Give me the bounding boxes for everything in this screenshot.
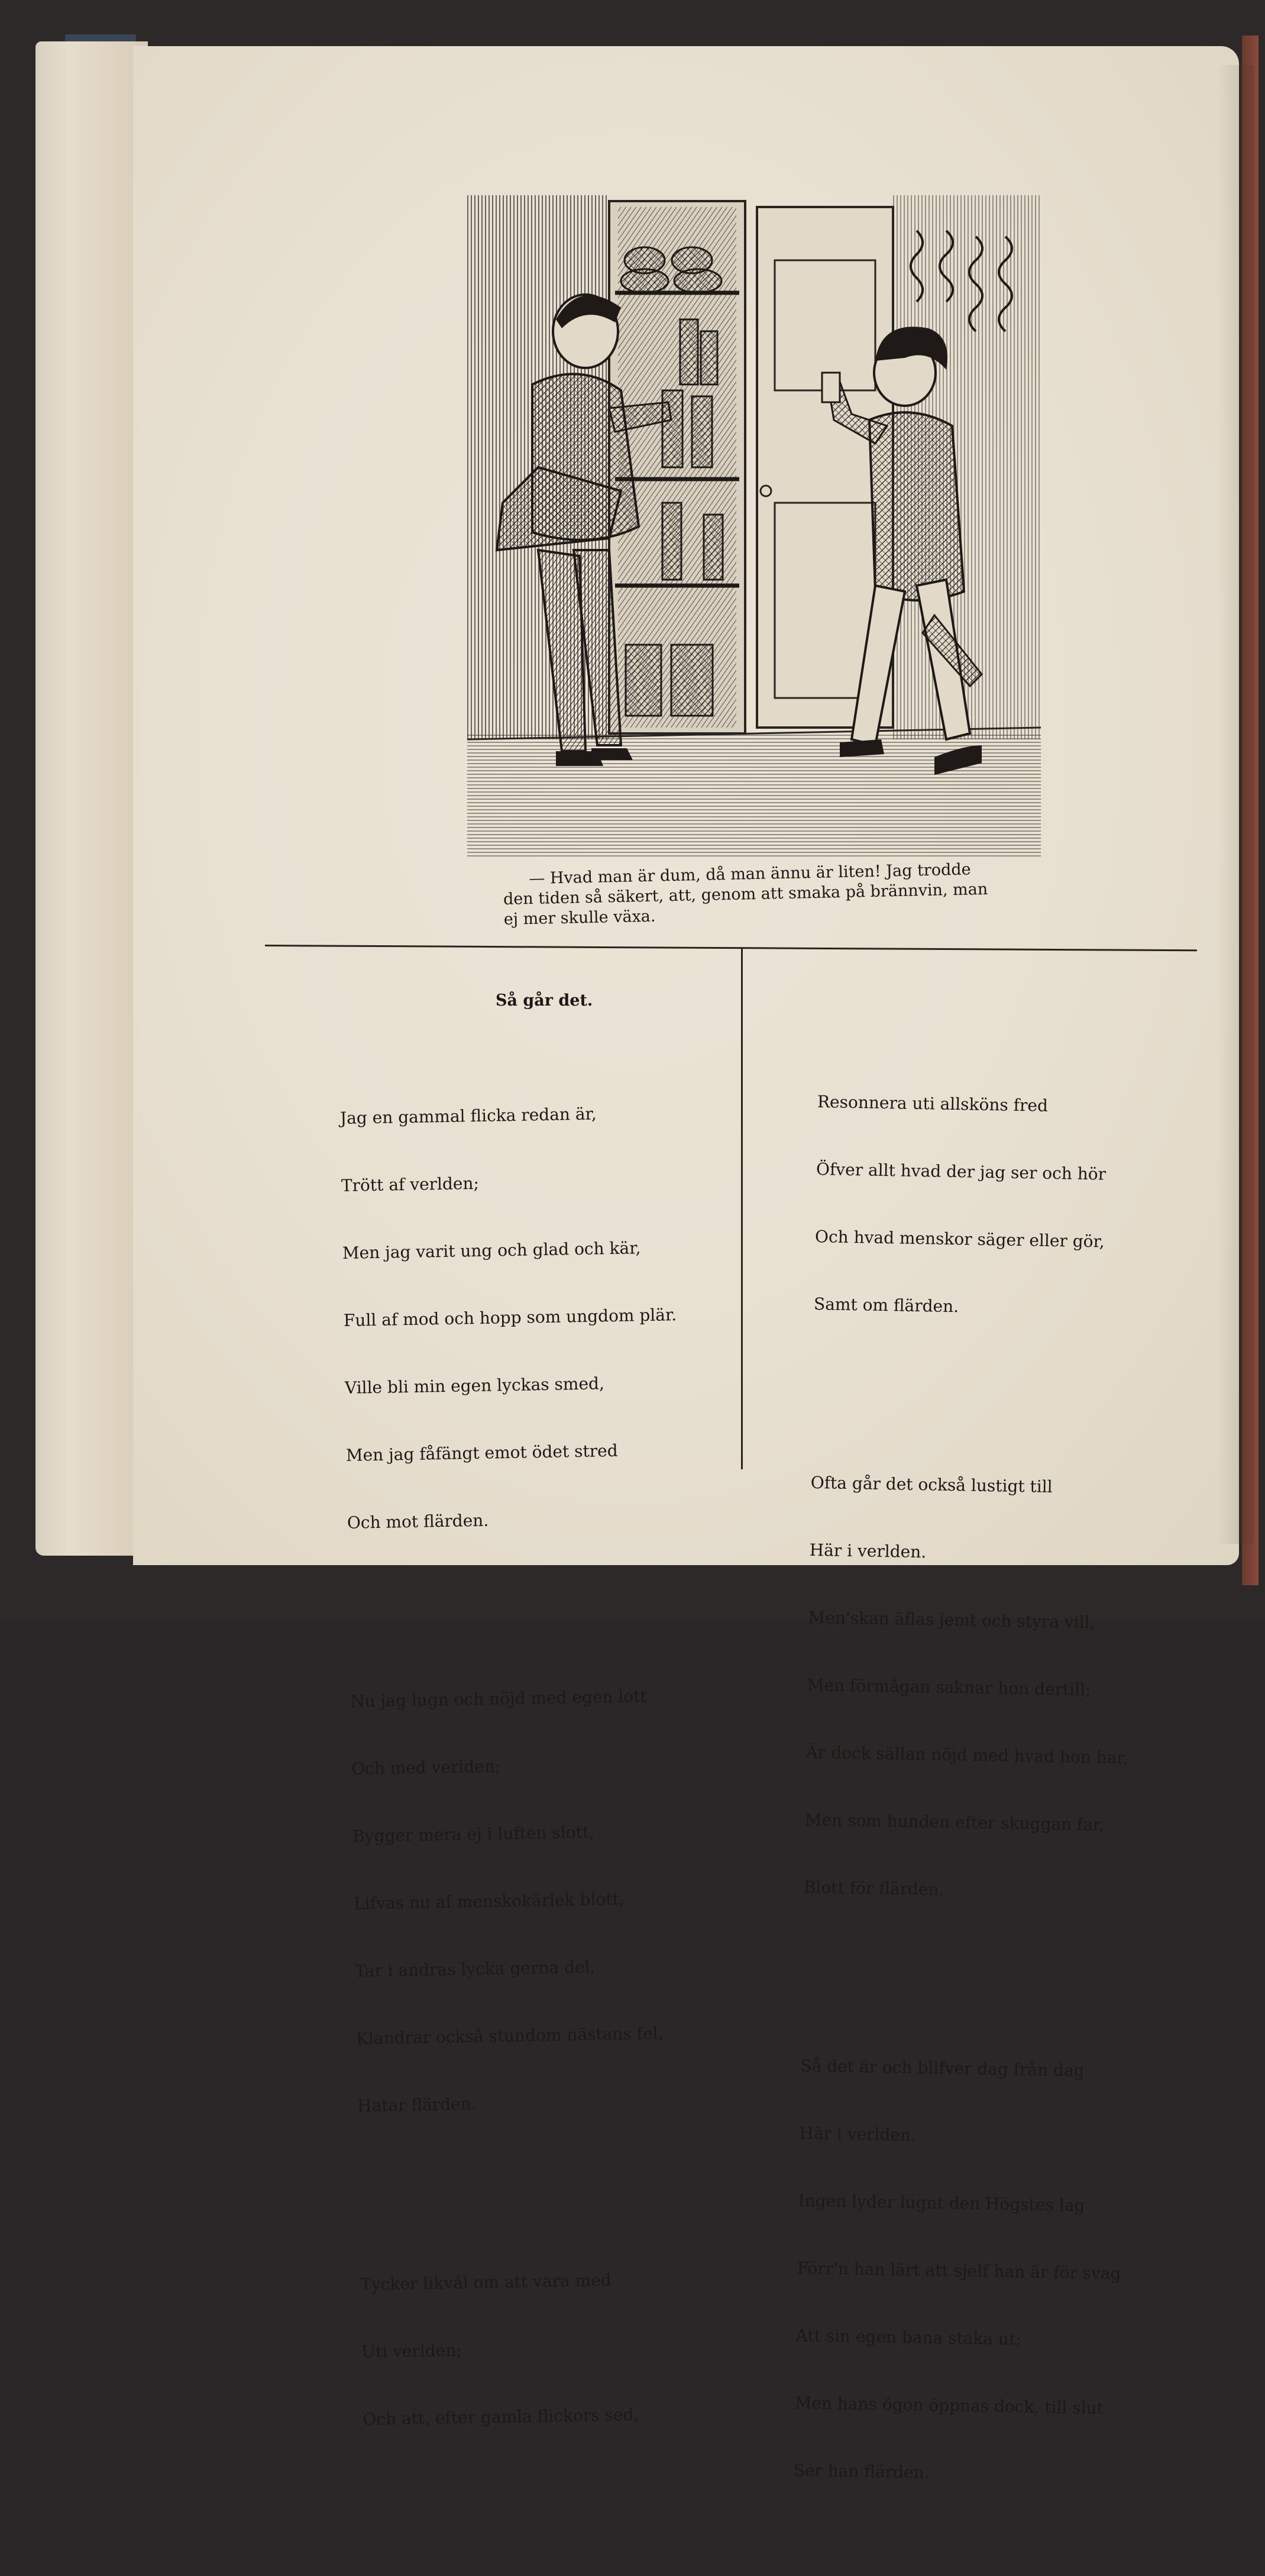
poem-line: Uti verlden; bbox=[361, 2340, 462, 2362]
poem-column-right bbox=[792, 1001, 1143, 2576]
poem-line: Tar i andras lycka gerna del, bbox=[354, 1957, 596, 1981]
poem-line: Förr'n han lärt att sjelf han är för svag bbox=[797, 2258, 1121, 2284]
poem-title: Så går det. bbox=[496, 991, 593, 1010]
poem-line: Nu jag lugn och nöjd med egen lott bbox=[350, 1686, 648, 1711]
stanza bbox=[339, 1056, 681, 1579]
poem-line: Full af mod och hopp som ungdom plär. bbox=[343, 1305, 677, 1330]
poem-line: Jag en gammal flicka redan är, bbox=[339, 1104, 597, 1128]
poem-line: Och hvad menskor säger eller gör, bbox=[814, 1226, 1105, 1252]
poem-line: Men jag fåfängt emot ödet stred bbox=[345, 1440, 618, 1465]
poem-line: Men förmågan saknar hon dertill; bbox=[807, 1675, 1091, 1700]
poem-line: Ville bli min egen lyckas smed, bbox=[344, 1373, 605, 1398]
engraving-svg bbox=[467, 195, 1041, 858]
poem-line: Lifvas nu af menskokärlek blott, bbox=[353, 1889, 625, 1914]
stanza bbox=[792, 2010, 1125, 2532]
stanza bbox=[360, 2223, 697, 2476]
stanza bbox=[803, 1427, 1135, 1949]
poem-line: Öfver allt hvad der jag ser och hör bbox=[816, 1159, 1107, 1184]
column-divider bbox=[741, 949, 743, 1469]
poem-line: Ingen lyder lugnt den Högstes lag bbox=[798, 2190, 1085, 2216]
page-gutter-shadow bbox=[1218, 65, 1254, 1544]
poem-line: Tycker likväl om att vara med bbox=[360, 2270, 612, 2294]
poem-line: Men jag varit ung och glad och kär, bbox=[342, 1238, 641, 1263]
illustration-caption: — Hvad man är dum, då man ännu är liten! Jag trodde den tiden så säkert, att, genom att smaka på brännvin, man ej mer skulle växa. bbox=[503, 860, 988, 929]
stanza bbox=[813, 1046, 1142, 1366]
poem-line: Resonnera uti allsköns fred bbox=[817, 1091, 1049, 1116]
poem-line: Och att, efter gamla flickors sed, bbox=[363, 2404, 639, 2429]
engraving-illustration bbox=[467, 195, 1041, 858]
poem-line: Men hans ögon öppnas dock, till slut bbox=[794, 2393, 1104, 2418]
poem-column-left bbox=[338, 1011, 698, 2519]
poem-line: Ser han flärden. bbox=[793, 2460, 930, 2483]
poem-line: Och mot flärden. bbox=[347, 1510, 489, 1533]
poem-line: Här i verlden. bbox=[809, 1540, 927, 1562]
poem-line: Så det är och blifver dag från dag bbox=[800, 2055, 1085, 2081]
poem-line: Men som hunden efter skuggan far, bbox=[804, 1809, 1105, 1835]
poem-line: Och med verlden; bbox=[351, 1756, 501, 1779]
page-stack-edge bbox=[35, 41, 148, 1556]
poem-line: Är dock sällan nöjd med hvad hon har, bbox=[805, 1742, 1128, 1768]
poem-line: Att sin egen bana staka ut; bbox=[795, 2325, 1022, 2349]
poem-line: Trött af verlden; bbox=[341, 1173, 480, 1195]
poem-line: Men'skan äflas jemt och styra vill, bbox=[808, 1607, 1095, 1633]
poem-line: Hatar flärden. bbox=[357, 2094, 477, 2116]
poem-line: Klandrar också stundom nästans fel, bbox=[355, 2023, 664, 2048]
poem-line: Samt om flärden. bbox=[813, 1294, 959, 1317]
poem-line: Blott för flärden. bbox=[803, 1877, 944, 1899]
poem-line: Ofta går det också lustigt till bbox=[810, 1472, 1053, 1497]
poem-line: Bygger mera ej i luften slott, bbox=[352, 1822, 595, 1846]
poem-line: Här i verlden. bbox=[799, 2123, 917, 2145]
stanza bbox=[350, 1640, 691, 2163]
